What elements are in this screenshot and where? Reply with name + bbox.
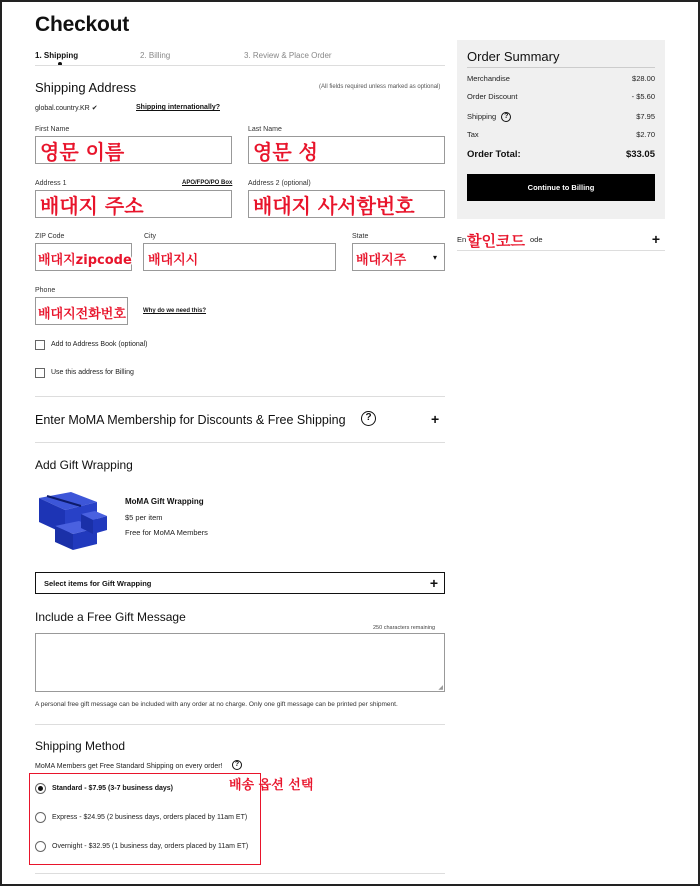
- question-icon[interactable]: ?: [501, 112, 511, 122]
- state-annotation: 배대지주: [356, 253, 407, 268]
- shipping-internationally-link[interactable]: Shipping internationally?: [136, 104, 220, 111]
- resize-handle-icon[interactable]: ◢: [438, 685, 443, 691]
- question-icon[interactable]: ?: [361, 411, 376, 426]
- step-shipping[interactable]: 1. Shipping: [35, 51, 79, 60]
- first-name-label: First Name: [35, 126, 70, 133]
- gift-message-textarea[interactable]: [35, 633, 445, 692]
- phone-annotation: 배대지전화번호: [38, 307, 126, 322]
- continue-to-billing-button[interactable]: Continue to Billing: [467, 174, 655, 201]
- address1-annotation: 배대지 주소: [40, 194, 144, 218]
- add-address-book-checkbox[interactable]: [35, 340, 45, 350]
- state-label: State: [352, 233, 369, 240]
- divider: [35, 873, 445, 874]
- zip-annotation: 배대지zipcode: [38, 253, 132, 268]
- promo-expand-icon[interactable]: +: [651, 231, 660, 247]
- last-name-annotation: 영문 성: [253, 140, 318, 164]
- shipping-option-annotation: 배송 옵션 선택: [229, 778, 314, 793]
- checkmark-icon: ✔: [91, 105, 98, 112]
- page-title: Checkout: [35, 13, 130, 36]
- first-name-annotation: 영문 이름: [40, 140, 125, 164]
- summary-row-total: Order Total: $33.05: [467, 149, 655, 160]
- city-annotation: 배대지시: [148, 253, 199, 268]
- shipping-member-note: MoMA Members get Free Standard Shipping on every order!: [35, 763, 223, 770]
- plus-icon: +: [429, 575, 438, 591]
- chevron-down-icon: ▾: [432, 253, 437, 262]
- promo-annotation: 할인코드: [467, 232, 525, 250]
- divider: [35, 396, 445, 397]
- summary-divider: [467, 67, 655, 68]
- use-for-billing-label: Use this address for Billing: [51, 369, 134, 376]
- select-gift-wrap-label: Select items for Gift Wrapping: [44, 579, 152, 588]
- address2-label: Address 2 (optional): [248, 180, 311, 187]
- country-value: global.country.KR ✔: [35, 105, 98, 112]
- phone-label: Phone: [35, 287, 56, 294]
- membership-title[interactable]: Enter MoMA Membership for Discounts & Free Shipping: [35, 413, 346, 427]
- add-address-book-label: Add to Address Book (optional): [51, 341, 148, 348]
- steps-divider: [35, 65, 445, 66]
- zip-label: ZIP Code: [35, 233, 65, 240]
- question-icon[interactable]: ?: [232, 760, 242, 770]
- divider: [35, 442, 445, 443]
- gift-message-title: Include a Free Gift Message: [35, 610, 186, 624]
- promo-prefix: En: [457, 235, 467, 244]
- membership-expand-icon[interactable]: +: [431, 411, 440, 427]
- shipping-express-radio[interactable]: [35, 812, 46, 823]
- select-gift-wrap-button[interactable]: [35, 572, 445, 594]
- gift-message-note: A personal free gift message can be included with any order at no charge. Only one gift message can be printed per shipment.: [35, 701, 398, 708]
- why-phone-link[interactable]: Why do we need this?: [143, 308, 207, 314]
- shipping-express-label: Express - $24.95 (2 business days, orders placed by 11am ET): [52, 814, 248, 821]
- promo-suffix: ode: [530, 235, 543, 244]
- gift-wrap-title: Add Gift Wrapping: [35, 458, 133, 472]
- address1-label: Address 1: [35, 180, 67, 187]
- summary-row-merchandise: Merchandise $28.00: [467, 74, 655, 83]
- step-review[interactable]: 3. Review & Place Order: [244, 51, 332, 60]
- gift-message-remaining: 250 characters remaining: [373, 625, 436, 631]
- shipping-overnight-radio[interactable]: [35, 841, 46, 852]
- shipping-address-title: Shipping Address: [35, 80, 137, 95]
- summary-row-tax: Tax $2.70: [467, 130, 655, 139]
- apo-link[interactable]: APO/FPO/PO Box: [182, 180, 233, 186]
- address2-annotation: 배대지 사서함번호: [253, 194, 415, 218]
- gift-wrap-price: $5 per item: [125, 513, 163, 522]
- summary-row-discount: Order Discount - $5.60: [467, 92, 655, 101]
- shipping-standard-radio[interactable]: [35, 783, 46, 794]
- gift-wrap-member-note: Free for MoMA Members: [125, 528, 208, 537]
- summary-row-shipping: Shipping ? $7.95: [467, 112, 655, 121]
- order-summary-title: Order Summary: [467, 49, 560, 64]
- city-label: City: [144, 233, 157, 240]
- divider: [35, 724, 445, 725]
- gift-wrap-image: [35, 488, 110, 552]
- gift-wrap-product-name: MoMA Gift Wrapping: [125, 497, 204, 506]
- last-name-label: Last Name: [248, 126, 282, 133]
- shipping-overnight-label: Overnight - $32.95 (1 business day, orders placed by 11am ET): [52, 843, 249, 850]
- step-billing[interactable]: 2. Billing: [140, 51, 171, 60]
- required-note: (All fields required unless marked as optional): [319, 84, 441, 90]
- shipping-standard-label: Standard - $7.95 (3-7 business days): [52, 785, 173, 792]
- use-for-billing-checkbox[interactable]: [35, 368, 45, 378]
- shipping-method-title: Shipping Method: [35, 739, 126, 753]
